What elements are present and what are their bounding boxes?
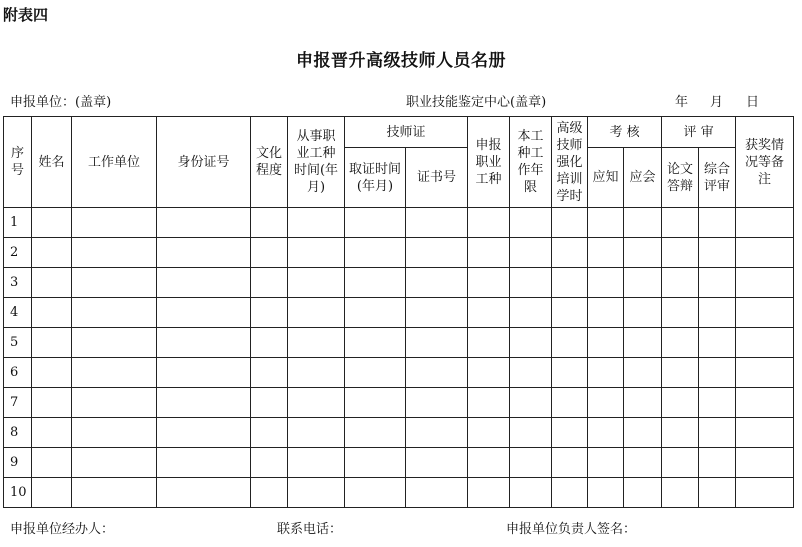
handler-label: 申报单位经办人： (10, 522, 115, 537)
table-cell[interactable] (662, 388, 699, 418)
table-cell[interactable] (662, 418, 699, 448)
table-cell[interactable] (699, 478, 736, 508)
row-number: 1 (4, 208, 32, 238)
table-cell[interactable] (662, 208, 699, 238)
table-cell[interactable] (552, 448, 588, 478)
table-cell[interactable] (32, 208, 72, 238)
table-cell[interactable] (588, 448, 624, 478)
year-label: 年 (675, 95, 689, 110)
header-knowledge: 应知 (588, 148, 624, 208)
table-cell[interactable] (345, 268, 406, 298)
table-cell[interactable] (157, 328, 251, 358)
table-cell[interactable] (736, 298, 794, 328)
header-certificate: 技师证 (345, 117, 468, 148)
table-cell[interactable] (624, 418, 662, 448)
table-cell[interactable] (552, 328, 588, 358)
table-cell[interactable] (510, 418, 552, 448)
table-cell[interactable] (662, 328, 699, 358)
table-cell[interactable] (32, 448, 72, 478)
table-cell[interactable] (72, 328, 157, 358)
table-cell[interactable] (736, 418, 794, 448)
table-cell[interactable] (251, 448, 288, 478)
table-cell[interactable] (288, 388, 345, 418)
table-cell[interactable] (510, 238, 552, 268)
table-cell[interactable] (588, 268, 624, 298)
table-cell[interactable] (251, 298, 288, 328)
table-cell[interactable] (468, 418, 510, 448)
table-cell[interactable] (32, 328, 72, 358)
table-cell[interactable] (736, 478, 794, 508)
header-name: 姓名 (32, 117, 72, 208)
table-cell[interactable] (552, 238, 588, 268)
table-cell[interactable] (157, 298, 251, 328)
table-cell[interactable] (468, 388, 510, 418)
table-cell[interactable] (736, 328, 794, 358)
center-label: 职业技能鉴定中心(盖章) (406, 95, 547, 110)
table-cell[interactable] (406, 208, 468, 238)
table-cell[interactable] (157, 478, 251, 508)
table-cell[interactable] (157, 418, 251, 448)
table-cell[interactable] (624, 208, 662, 238)
table-cell[interactable] (736, 358, 794, 388)
header-seq: 序号 (4, 117, 32, 208)
table-cell[interactable] (468, 448, 510, 478)
table-cell[interactable] (699, 328, 736, 358)
table-cell[interactable] (510, 298, 552, 328)
table-cell[interactable] (468, 298, 510, 328)
table-cell[interactable] (345, 388, 406, 418)
table-cell[interactable] (288, 358, 345, 388)
table-cell[interactable] (72, 418, 157, 448)
table-row (4, 388, 794, 418)
roster-table (3, 116, 794, 508)
table-cell[interactable] (345, 448, 406, 478)
table-cell[interactable] (736, 268, 794, 298)
table-cell[interactable] (624, 328, 662, 358)
row-number: 3 (4, 268, 32, 298)
table-cell[interactable] (468, 208, 510, 238)
table-cell[interactable] (588, 328, 624, 358)
table-cell[interactable] (72, 298, 157, 328)
table-cell[interactable] (288, 268, 345, 298)
table-cell[interactable] (588, 358, 624, 388)
table-cell[interactable] (588, 478, 624, 508)
signature-label: 申报单位负责人签名： (506, 522, 637, 537)
table-cell[interactable] (406, 478, 468, 508)
table-row (4, 208, 794, 238)
table-cell[interactable] (288, 298, 345, 328)
month-label: 月 (710, 95, 724, 110)
table-cell[interactable] (72, 478, 157, 508)
table-row (4, 448, 794, 478)
header-id-number: 身份证号 (157, 117, 251, 208)
table-cell[interactable] (406, 238, 468, 268)
day-label: 日 (746, 95, 760, 110)
table-cell[interactable] (72, 208, 157, 238)
table-cell[interactable] (624, 448, 662, 478)
header-cert-no: 证书号 (406, 148, 468, 208)
header-review: 评 审 (662, 117, 736, 148)
table-cell[interactable] (662, 448, 699, 478)
table-cell[interactable] (662, 268, 699, 298)
table-cell[interactable] (406, 358, 468, 388)
table-cell[interactable] (288, 208, 345, 238)
row-number: 7 (4, 388, 32, 418)
table-cell[interactable] (736, 448, 794, 478)
applicant-unit-label: 申报单位：(盖章) (10, 95, 112, 110)
table-cell[interactable] (406, 328, 468, 358)
table-cell[interactable] (72, 358, 157, 388)
table-cell[interactable] (699, 298, 736, 328)
row-number: 4 (4, 298, 32, 328)
table-cell[interactable] (32, 238, 72, 268)
table-cell[interactable] (157, 388, 251, 418)
table-cell[interactable] (552, 268, 588, 298)
table-row (4, 418, 794, 448)
table-cell[interactable] (32, 418, 72, 448)
header-skill: 应会 (624, 148, 662, 208)
row-number: 8 (4, 418, 32, 448)
table-cell[interactable] (72, 448, 157, 478)
table-cell[interactable] (251, 268, 288, 298)
table-cell[interactable] (406, 388, 468, 418)
table-row (4, 238, 794, 268)
table-cell[interactable] (588, 208, 624, 238)
page-title: 申报晋升高级技师人员名册 (296, 51, 506, 71)
table-cell[interactable] (552, 388, 588, 418)
table-cell[interactable] (699, 358, 736, 388)
table-cell[interactable] (157, 268, 251, 298)
table-cell[interactable] (662, 238, 699, 268)
table-cell[interactable] (32, 358, 72, 388)
table-cell[interactable] (72, 268, 157, 298)
table-cell[interactable] (288, 418, 345, 448)
table-cell[interactable] (72, 238, 157, 268)
header-comprehensive: 综合评审 (699, 148, 736, 208)
table-cell[interactable] (552, 358, 588, 388)
phone-label: 联系电话： (277, 522, 343, 537)
table-cell[interactable] (624, 238, 662, 268)
table-cell[interactable] (624, 358, 662, 388)
table-cell[interactable] (468, 238, 510, 268)
row-number: 2 (4, 238, 32, 268)
table-cell[interactable] (624, 298, 662, 328)
table-cell[interactable] (736, 208, 794, 238)
header-education: 文化程度 (251, 117, 288, 208)
table-cell[interactable] (32, 268, 72, 298)
table-cell[interactable] (72, 388, 157, 418)
table-cell[interactable] (699, 418, 736, 448)
table-cell[interactable] (288, 238, 345, 268)
table-cell[interactable] (345, 328, 406, 358)
table-cell[interactable] (510, 478, 552, 508)
table-cell[interactable] (552, 478, 588, 508)
table-cell[interactable] (406, 448, 468, 478)
header-assessment: 考 核 (588, 117, 662, 148)
table-cell[interactable] (345, 208, 406, 238)
table-cell[interactable] (624, 388, 662, 418)
table-cell[interactable] (345, 238, 406, 268)
header-declared-trade: 申报职业工种 (468, 117, 510, 208)
table-row (4, 358, 794, 388)
table-cell[interactable] (552, 298, 588, 328)
table-row (4, 298, 794, 328)
table-cell[interactable] (157, 358, 251, 388)
header-work-time: 从事职业工种时间(年月) (288, 117, 345, 208)
header-trade-years: 本工种工作年限 (510, 117, 552, 208)
header-cert-time: 取证时间(年月) (345, 148, 406, 208)
table-cell[interactable] (251, 358, 288, 388)
table-cell[interactable] (510, 268, 552, 298)
header-work-unit: 工作单位 (72, 117, 157, 208)
table-cell[interactable] (510, 448, 552, 478)
table-cell[interactable] (468, 478, 510, 508)
table-cell[interactable] (345, 478, 406, 508)
table-cell[interactable] (345, 418, 406, 448)
appendix-label: 附表四 (3, 6, 49, 24)
table-cell[interactable] (552, 208, 588, 238)
row-number: 9 (4, 448, 32, 478)
table-cell[interactable] (699, 208, 736, 238)
table-cell[interactable] (624, 478, 662, 508)
table-cell[interactable] (552, 418, 588, 448)
table-cell[interactable] (406, 268, 468, 298)
table-cell[interactable] (588, 388, 624, 418)
row-number: 6 (4, 358, 32, 388)
table-cell[interactable] (588, 418, 624, 448)
table-cell[interactable] (32, 478, 72, 508)
table-cell[interactable] (510, 388, 552, 418)
table-cell[interactable] (468, 358, 510, 388)
table-cell[interactable] (510, 328, 552, 358)
table-cell[interactable] (251, 238, 288, 268)
table-cell[interactable] (251, 478, 288, 508)
table-row (4, 268, 794, 298)
table-cell[interactable] (251, 418, 288, 448)
table-cell[interactable] (510, 208, 552, 238)
table-cell[interactable] (736, 388, 794, 418)
table-cell[interactable] (588, 298, 624, 328)
table-cell[interactable] (588, 238, 624, 268)
table-cell[interactable] (288, 478, 345, 508)
table-cell[interactable] (662, 298, 699, 328)
table-cell[interactable] (624, 268, 662, 298)
table-cell[interactable] (251, 208, 288, 238)
table-row (4, 478, 794, 508)
table-cell[interactable] (468, 268, 510, 298)
table-cell[interactable] (32, 298, 72, 328)
row-number: 5 (4, 328, 32, 358)
table-cell[interactable] (406, 298, 468, 328)
table-cell[interactable] (157, 208, 251, 238)
table-cell[interactable] (157, 448, 251, 478)
table-row (4, 328, 794, 358)
table-cell[interactable] (662, 358, 699, 388)
table-cell[interactable] (699, 448, 736, 478)
row-number: 10 (4, 478, 32, 508)
header-awards: 获奖情况等备注 (736, 117, 794, 208)
table-cell[interactable] (736, 238, 794, 268)
table-cell[interactable] (468, 328, 510, 358)
table-cell[interactable] (157, 238, 251, 268)
table-cell[interactable] (345, 298, 406, 328)
table-cell[interactable] (251, 388, 288, 418)
table-cell[interactable] (288, 328, 345, 358)
table-cell[interactable] (406, 418, 468, 448)
table-cell[interactable] (251, 328, 288, 358)
header-thesis: 论文答辩 (662, 148, 699, 208)
table-cell[interactable] (288, 448, 345, 478)
table-cell[interactable] (510, 358, 552, 388)
table-cell[interactable] (699, 388, 736, 418)
table-cell[interactable] (699, 238, 736, 268)
table-cell[interactable] (345, 358, 406, 388)
table-cell[interactable] (662, 478, 699, 508)
table-cell[interactable] (32, 388, 72, 418)
table-cell[interactable] (699, 268, 736, 298)
header-training-hours: 高级技师强化培训学时 (552, 117, 588, 208)
